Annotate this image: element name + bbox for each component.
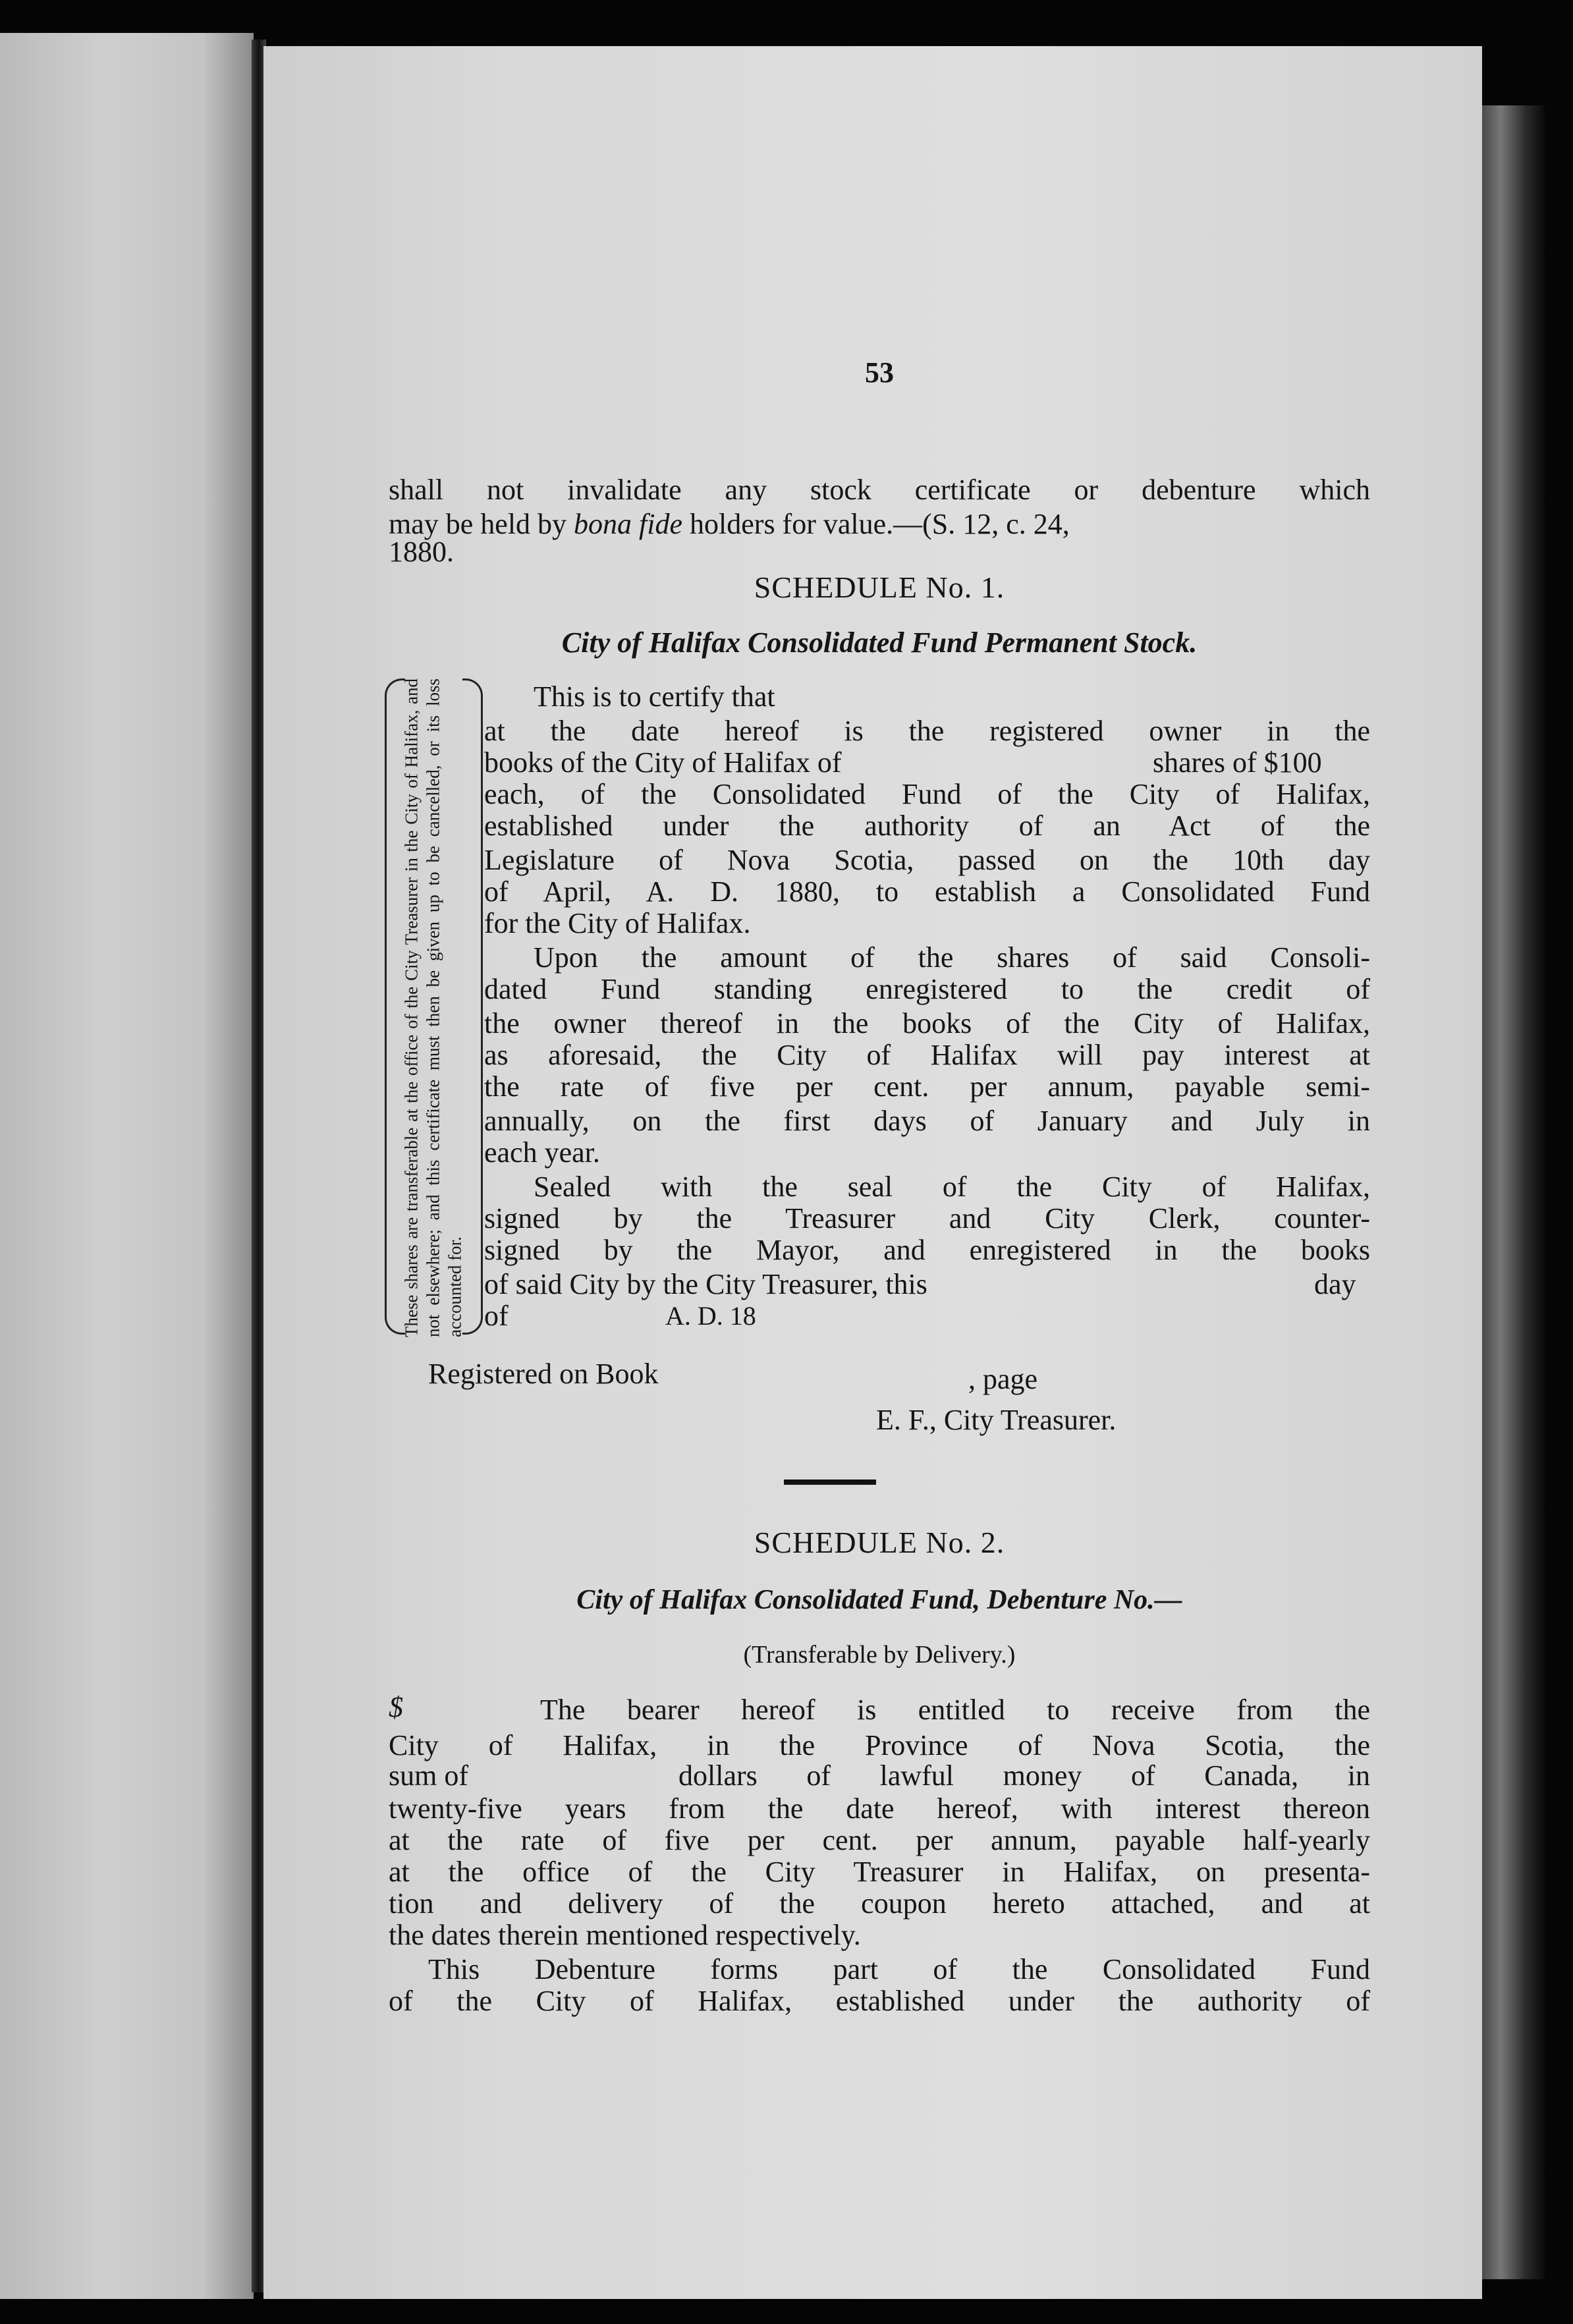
s1-line-4: each, of the Consolidated Fund of the City of Halifax, xyxy=(484,778,1370,810)
s1-line-16: Sealed with the seal of the City of Halifax, xyxy=(534,1171,1370,1203)
document-page xyxy=(263,46,1482,2299)
treasurer-signature: E. F., City Treasurer. xyxy=(876,1404,1117,1436)
s1-line-3b: shares of $100 xyxy=(1153,746,1322,779)
s2-line-7: tion and delivery of the coupon hereto attached, and at xyxy=(389,1887,1370,1920)
side-note-text: These shares are transferable at the office of the City Treasurer in the City of Halifax, and not elsewhere; and this certificate must then be given up to be cancelled, or its loss accounted for. xyxy=(401,678,465,1337)
page-number: 53 xyxy=(865,356,894,389)
schedule-2-title: City of Halifax Consolidated Fund, Debenture No.— xyxy=(576,1585,1182,1615)
s2-line-6: at the office of the City Treasurer in Halifax, on presenta- xyxy=(389,1856,1370,1888)
facing-page xyxy=(0,33,254,2299)
s2-line-8: the dates therein mentioned respectively. xyxy=(389,1919,861,1951)
page-label: , page xyxy=(968,1363,1038,1395)
s1-line-15: each year. xyxy=(484,1136,600,1169)
intro-line-2 xyxy=(389,507,1370,541)
s1-line-13: the rate of five per cent. per annum, payable semi- xyxy=(484,1070,1370,1103)
registered-on-book: Registered on Book xyxy=(428,1358,659,1390)
schedule-2-heading: SCHEDULE No. 2. xyxy=(754,1526,1005,1559)
s1-line-8: for the City of Halifax. xyxy=(484,907,751,939)
s1-line-20: of xyxy=(484,1300,509,1332)
s1-line-9: Upon the amount of the shares of said Consoli- xyxy=(534,941,1370,974)
s1-line-10: dated Fund standing enregistered to the credit of xyxy=(484,973,1370,1005)
s2-line-3: sum of xyxy=(389,1759,468,1792)
s1-line-1: This is to certify that xyxy=(534,680,775,713)
dollar-sign: $ xyxy=(389,1691,403,1723)
s1-line-18: signed by the Mayor, and enregistered in the books xyxy=(484,1234,1370,1266)
s1-line-7: of April, A. D. 1880, to establish a Consolidated Fund xyxy=(484,875,1370,908)
s1-line-3: books of the City of Halifax of xyxy=(484,746,842,779)
intro-line-1: shall not invalidate any stock certificate or debenture which xyxy=(389,474,1370,506)
s1-line-14: annually, on the first days of January and July in xyxy=(484,1105,1370,1137)
s1-line-20b: A. D. 18 xyxy=(665,1301,756,1331)
s1-line-11: the owner thereof in the books of the City of Halifax, xyxy=(484,1007,1370,1039)
s1-line-19: of said City by the City Treasurer, this xyxy=(484,1268,927,1300)
intro-line-2-start: may be held by xyxy=(389,508,567,540)
schedule-2-subtitle: (Transferable by Delivery.) xyxy=(743,1641,1016,1669)
side-note xyxy=(394,678,473,1337)
intro-line-3: 1880. xyxy=(389,536,454,568)
s2-line-4: twenty-five years from the date hereof, with interest thereon xyxy=(389,1792,1370,1825)
s2-line-5: at the rate of five per cent. per annum, payable half-yearly xyxy=(389,1824,1370,1856)
s2-line-2: City of Halifax, in the Province of Nova Scotia, the xyxy=(389,1729,1370,1761)
s2-line-1: The bearer hereof is entitled to receive from the xyxy=(540,1694,1370,1726)
s2-line-9: This Debenture forms part of the Consolidated Fund xyxy=(428,1953,1370,1985)
s1-line-5: established under the authority of an Act of the xyxy=(484,810,1370,842)
s2-line-10: of the City of Halifax, established under the authority of xyxy=(389,1985,1370,2017)
s1-line-6: Legislature of Nova Scotia, passed on the 10th day xyxy=(484,844,1370,876)
schedule-1-heading: SCHEDULE No. 1. xyxy=(754,570,1005,604)
s2-line-3b: dollars of lawful money of Canada, in xyxy=(678,1759,1370,1792)
page-edges xyxy=(1482,105,1545,2279)
s1-line-19b: day xyxy=(1314,1268,1356,1300)
intro-line-2-end: holders for value.—(S. 12, c. 24, xyxy=(690,508,1070,540)
s1-line-17: signed by the Treasurer and City Clerk, counter- xyxy=(484,1202,1370,1234)
s1-line-2: at the date hereof is the registered owner in the xyxy=(484,715,1370,747)
bona-fide: bona fide xyxy=(574,508,683,540)
section-divider xyxy=(784,1480,876,1485)
schedule-1-title: City of Halifax Consolidated Fund Permanent Stock. xyxy=(561,626,1198,659)
s1-line-12: as aforesaid, the City of Halifax will pay interest at xyxy=(484,1039,1370,1071)
